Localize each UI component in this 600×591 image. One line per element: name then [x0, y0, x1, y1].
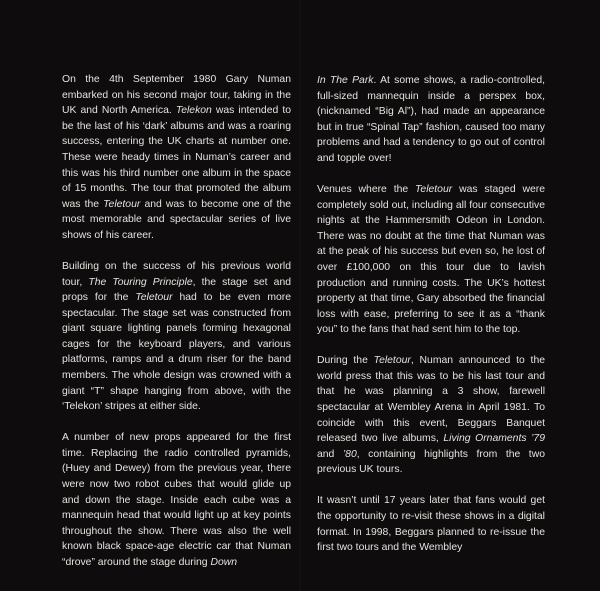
- paragraph: A number of new props appeared for the first time. Replacing the radio controlled pyramids, (Huey and Dewey) from the previous year, there were now two robot cubes that would glide up and down the stage. Inside each cube was a mannequin head that would light up at key points throughout the show. There was also the well known black space-age electric car that Numan “drove” around the stage during Down: [62, 432, 291, 568]
- paragraph: In The Park. At some shows, a radio-controlled, full-sized mannequin inside a perspex box, (nicknamed “Big Al”), had made an appearance but in true “Spinal Tap” fashion, caused too many problems and had a tendency to go out of control and topple over!: [317, 75, 545, 164]
- paragraph: Venues where the Teletour was staged were completely sold out, including all four consecutive nights at the Hammersmith Odeon in London. There was no doubt at the time that Numan was at the peak of his success but even so, he lost of over £100,000 on this tour due to lavish production and running costs. The UK’s hottest property at that time, Gary absorbed the financial loss with ease, preferring to see it as a “thank you” to the fans that had sent him to the top.: [317, 183, 546, 336]
- paragraph: It wasn’t until 17 years later that fans would get the opportunity to re-visit these shows in a digital format. In 1998, Beggars planned to re-issue the first two tours and the Wembley: [317, 495, 545, 554]
- paragraph: Building on the success of his previous world tour, The Touring Principle, the stage set and props for the Teletour had to be even more spectacular. The stage set was constructed from giant square lighting panels forming hexagonal cages for the keyboard players, and various platforms, ramps and a drum riser for the band members. The whole design was crowned with a giant “T” shape hanging from above, with the ‘Telekon’ stripes at either side.: [62, 260, 292, 413]
- paragraph: During the Teletour, Numan announced to the world press that this was to be his last tour and that he was planning a 3 show, farewell spectacular at Wembley Arena in April 1981. To coincide with this event, Beggars Banquet released two live albums, Living Ornaments ’79 and ’80, containing highlights from the two previous UK tours.: [317, 355, 545, 476]
- italic-title: Teletour: [415, 183, 453, 195]
- italic-title: The Touring Principle: [88, 276, 193, 288]
- italic-title: ’80: [342, 448, 357, 460]
- left-column: [62, 72, 291, 571]
- page-fold: [298, 0, 302, 591]
- italic-title: Teletour: [373, 355, 411, 367]
- right-column: [317, 73, 545, 556]
- italic-title: In The Park: [317, 75, 374, 86]
- italic-title: Down: [210, 557, 238, 568]
- paragraph: On the 4th September 1980 Gary Numan embarked on his second major tour, taking in the UK and North America. Telekon was intended to be the last of his ‘dark’ albums and was a roaring success, entering the UK charts at number one. These were heady times in Numan’s career and this was his third number one album in the space of 15 months. The tour that promoted the album was the Teletour and was to become one of the most memorable and spectacular series of live shows of his career.: [62, 74, 291, 241]
- italic-title: Telekon: [175, 105, 212, 117]
- italic-title: Living Ornaments ’79: [443, 433, 545, 445]
- italic-title: Teletour: [103, 198, 141, 210]
- italic-title: Teletour: [135, 292, 173, 304]
